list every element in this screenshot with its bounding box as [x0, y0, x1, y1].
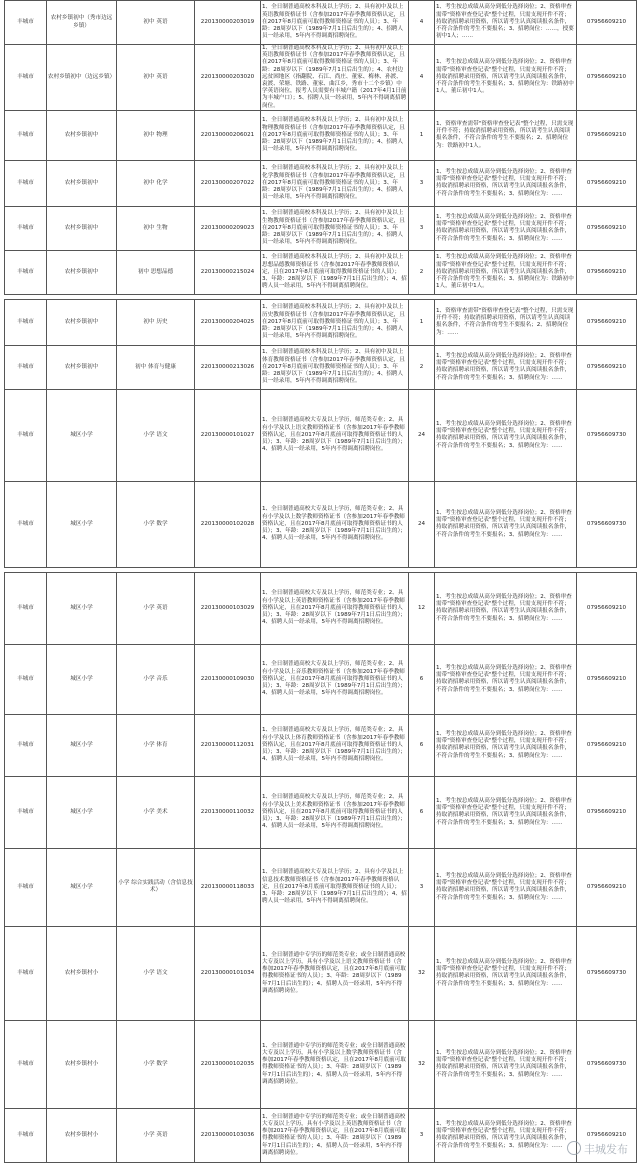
job-cell: 初中 英语 [117, 45, 195, 111]
job-code-cell: 220130000102035 [195, 1020, 261, 1108]
notes-cell: 1、考生按总成绩从高分到低分选择岗位；2、资格审查需带"资格审查登记表"整个过程，只需支现开件不符；持取消招聘录用资格，所以请考生认真阅读报名条件，不符合条件的考生不要报名；3、招聘岗位为：…… [435, 345, 577, 389]
notes-cell: 1、考生按总成绩从高分到低分选择岗位；2、资格审查需带"资格审查登记表"整个过程，只需支现开件不符；持取消招聘录用资格，所以请考生认真阅读报名条件，不符合条件的考生不要报名；3、招聘岗位为：…… [435, 481, 577, 567]
unit-cell: 农村乡镇初中 [47, 110, 117, 160]
requirements-cell: 1、全日制普通中专学历的师范类专业；或全日制普通高校大专及以上学历，具有小学及以上语文教师资格证书（含参加2017年春季教师资格认定，且在2017年8月底前可取得教师资格证书的人员）；3、年龄：28周岁以下（1989年7月1日后出生的）；4、招聘人员一经录用，5年内不得调离招聘岗位。 [261, 926, 409, 1020]
table-row [5, 714, 637, 776]
headcount-cell: 2 [409, 345, 435, 389]
requirements-cell: 1、全日制普通高校大专及以上学历，师范类专业；2、具有小学及以上英语教师资格证书（含参加2017年春季教师资格认定，且在2017年8月底前可取得教师资格证书的人员）；3、年龄：28周岁以下（1989年7月1日后出生的）；4、招聘人员一经录用，5年内不得调离招聘岗位。 [261, 572, 409, 644]
unit-cell: 城区小学 [47, 848, 117, 926]
job-code-cell: 220130000110032 [195, 776, 261, 848]
headcount-cell: 1 [409, 110, 435, 160]
unit-cell: 农村乡镇初中 [47, 206, 117, 250]
job-cell: 初中 物理 [117, 110, 195, 160]
table-row [5, 160, 637, 206]
table-row [5, 481, 637, 567]
headcount-cell: 32 [409, 926, 435, 1020]
phone-cell: 07956609210 [577, 1, 637, 45]
job-cell: 小学 数学 [117, 1020, 195, 1108]
notes-cell: 1、考生按总成绩从高分到低分选择岗位；2、资格审查需带"资格审查登记表"整个过程，只需支现开件不符；持取消招聘录用资格，所以请考生认真阅读报名条件，不符合条件的考生不要报名；3、招聘岗位为：铁路初中1人，董丘初中1人。 [435, 45, 577, 111]
requirements-cell: 1、全日制普通高校大专及以上学历，师范类专业；2、具有小学及以上语文教师资格证书（含参加2017年春季教师资格认定，且在2017年8月底前可取得教师资格证书的人员）；3、年龄：28周岁以下（1989年7月1日后出生的）；4、招聘人员一经录用，5年内不得调离招聘岗位。 [261, 389, 409, 481]
job-code-cell: 220130000101027 [195, 389, 261, 481]
table-row [5, 1108, 637, 1162]
table-row [5, 926, 637, 1020]
requirements-cell: 1、全日制普通高校本科及以上学历；2、具有初中及以上历史教师资格证书（含参加2017年春季教师资格认定，且在2017年8月底前可取得教师资格证书的人员）；3、年龄：28周岁以下（1989年7月1日后出生的）；4、招聘人员一经录用，5年内不得调离招聘岗位。 [261, 299, 409, 345]
headcount-cell: 24 [409, 389, 435, 481]
job-code-cell: 220130000206021 [195, 110, 261, 160]
city-cell: 丰城市 [5, 345, 47, 389]
notes-cell: 1、考生按总成绩从高分到低分选择岗位；2、资格审查需带"资格审查登记表"整个过程，只需支现开件不符；持取消招聘录用资格，所以请考生认真阅读报名条件，不符合条件的考生不要报名；3、招聘岗位为：…… [435, 160, 577, 206]
table-row [5, 206, 637, 250]
job-code-cell: 220130000209023 [195, 206, 261, 250]
headcount-cell: 3 [409, 1108, 435, 1162]
phone-cell: 07956609730 [577, 926, 637, 1020]
watermark [567, 1141, 628, 1157]
phone-cell: 07956609210 [577, 572, 637, 644]
phone-cell: 07956609210 [577, 45, 637, 111]
table-row [5, 644, 637, 714]
city-cell: 丰城市 [5, 160, 47, 206]
city-cell: 丰城市 [5, 848, 47, 926]
unit-cell: 城区小学 [47, 714, 117, 776]
phone-cell: 07956609730 [577, 1020, 637, 1108]
city-cell: 丰城市 [5, 776, 47, 848]
headcount-cell: 32 [409, 1020, 435, 1108]
job-code-cell: 220130000103029 [195, 572, 261, 644]
table-row [5, 776, 637, 848]
unit-cell: 农村乡镇村小 [47, 1108, 117, 1162]
job-cell: 小学 美术 [117, 776, 195, 848]
table-row [5, 1, 637, 45]
requirements-cell: 1、全日制普通高校大专及以上学历；2、具有小学及以上信息技术教师资格证书（含参加2017年春季教师资格认定，且在2017年8月底前可取得教师资格证书的人员）；3、年龄：28周岁以下（1989年7月1日后出生的）；4、招聘人员一经录用，5年内不得调离招聘岗位。 [261, 848, 409, 926]
phone-cell: 07956609210 [577, 206, 637, 250]
phone-cell: 07956609730 [577, 481, 637, 567]
phone-cell: 07956609210 [577, 250, 637, 294]
job-code-cell: 220130000101034 [195, 926, 261, 1020]
job-cell: 小学 英语 [117, 572, 195, 644]
job-code-cell: 220130000103036 [195, 1108, 261, 1162]
headcount-cell: 4 [409, 45, 435, 111]
city-cell: 丰城市 [5, 644, 47, 714]
job-code-cell: 220130000204025 [195, 299, 261, 345]
phone-cell: 07956609210 [577, 644, 637, 714]
notes-cell: 1、考生按总成绩从高分到低分选择岗位；2、资格审查需带"资格审查登记表"整个过程，只需支现开件不符；持取消招聘录用资格，所以请考生认真阅读报名条件，不符合条件的考生不要报名；3、招聘岗位为：…… [435, 1020, 577, 1108]
phone-cell: 07956609730 [577, 389, 637, 481]
headcount-cell: 12 [409, 572, 435, 644]
job-cell: 初中 体育与健康 [117, 345, 195, 389]
job-cell: 小学 语文 [117, 389, 195, 481]
notes-cell: 1、考生按总成绩从高分到低分选择岗位；2、资格审查需带"资格审查登记表"整个过程，只需支现开件不符；持取消招聘录用资格，所以请考生认真阅读报名条件，不符合条件的考生不要报名；3、招聘岗位为：…… [435, 206, 577, 250]
unit-cell: 农村乡镇初中 [47, 250, 117, 294]
job-cell: 初中 英语 [117, 1, 195, 45]
headcount-cell: 4 [409, 1, 435, 45]
table-row [5, 848, 637, 926]
unit-cell: 农村乡镇村小 [47, 926, 117, 1020]
notes-cell: 1、考生按总成绩从高分到低分选择岗位；2、资格审查需带"资格审查登记表"整个过程，只需支现开件不符；持取消招聘录用资格，所以请考生认真阅读报名条件，不符合条件的考生不要报名；3、招聘岗位：……，授要初中1人；…… [435, 1, 577, 45]
notes-cell: 1、考生按总成绩从高分到低分选择岗位；2、资格审查需带"资格审查登记表"整个过程，只需支现开件不符；持取消招聘录用资格，所以请考生认真阅读报名条件，不符合条件的考生不要报名；3、招聘岗位为：…… [435, 572, 577, 644]
requirements-cell: 1、全日制普通高校大专及以上学历，师范类专业；2、具有小学及以上美术教师资格证书（含参加2017年春季教师资格认定，且在2017年8月底前可取得教师资格证书的人员）；3、年龄：28周岁以下（1989年7月1日后出生的）；4、招聘人员一经录用，5年内不得调离招聘岗位。 [261, 776, 409, 848]
headcount-cell: 6 [409, 776, 435, 848]
notes-cell: 1、资格审查需带"资格审查登记表"整个过程，只需支现开件不符；持取消招聘录用资格，所以请考生认真阅读报名条件，不符合条件的考生不要报名；2、招聘岗位为：铁路初中1人。 [435, 110, 577, 160]
job-cell: 小学 音乐 [117, 644, 195, 714]
job-code-cell: 220130000109030 [195, 644, 261, 714]
table-row [5, 389, 637, 481]
notes-cell: 1、考生按总成绩从高分到低分选择岗位；2、资格审查需带"资格审查登记表"整个过程，只需支现开件不符；持取消招聘录用资格，所以请考生认真阅读报名条件，不符合条件的考生不要报名；3、招聘岗位为：…… [435, 644, 577, 714]
job-code-cell: 220130000215024 [195, 250, 261, 294]
requirements-cell: 1、全日制普通高校本科及以上学历；2、具有初中及以上英语教师资格证书（含参加2017年春季教师资格认定，且在2017年8月底前可取得教师资格证书的人员）；3、年龄：28周岁以下（1989年7月1日后出生的）；4、农村边远贫困地区（指翻院、石江、尚庄、董家、梅林、孙渡、袁渡、荣塘、铁路、董家、曲江乡，秀市十二个乡镇）中学英语岗位，报考人员需要有丰城户籍（2017年4月1日前为丰城户口）；5、招聘人员一经录用，5年内不得调离招聘岗位。 [261, 45, 409, 111]
city-cell: 丰城市 [5, 572, 47, 644]
job-code-cell: 220130000213026 [195, 345, 261, 389]
requirements-cell: 1、全日制普通高校大专及以上学历，师范类专业；2、具有小学及以上体育教师资格证书（含参加2017年春季教师资格认定，且在2017年8月底前可取得教师资格证书的人员）；3、年龄：28周岁以下（1989年7月1日后出生的）；4、招聘人员一经录用，5年内不得调离招聘岗位。 [261, 714, 409, 776]
notes-cell: 1、考生按总成绩从高分到低分选择岗位；2、资格审查需带"资格审查登记表"整个过程，只需支现开件不符；持取消招聘录用资格，所以请考生认真阅读报名条件，不符合条件的考生不要报名；3、招聘岗位为：…… [435, 926, 577, 1020]
job-code-cell: 220130000203019 [195, 1, 261, 45]
phone-cell: 07956609210 [577, 776, 637, 848]
job-cell: 初中 化学 [117, 160, 195, 206]
headcount-cell: 24 [409, 481, 435, 567]
job-cell: 小学 语文 [117, 926, 195, 1020]
phone-cell: 07956609210 [577, 848, 637, 926]
phone-cell: 07956609210 [577, 714, 637, 776]
headcount-cell: 3 [409, 160, 435, 206]
phone-cell: 07956609210 [577, 110, 637, 160]
requirements-cell: 1、全日制普通高校本科及以上学历；2、具有初中及以上体育教师资格证书（含参加2017年春季教师资格认定，且在2017年8月底前可取得教师资格证书的人员）；3、年龄：28周岁以下（1989年7月1日后出生的）；4、招聘人员一经录用，5年内不得调离招聘岗位。 [261, 345, 409, 389]
job-code-cell: 220130000102028 [195, 481, 261, 567]
unit-cell: 城区小学 [47, 644, 117, 714]
unit-cell: 城区小学 [47, 389, 117, 481]
wechat-logo-icon [567, 1141, 581, 1155]
unit-cell: 农村乡镇村小 [47, 1020, 117, 1108]
requirements-cell: 1、全日制普通高校大专及以上学历，师范类专业；2、具有小学及以上音乐教师资格证书（含参加2017年春季教师资格认定，且在2017年8月底前可取得教师资格证书的人员）；3、年龄：28周岁以下（1989年7月1日后出生的）；4、招聘人员一经录用，5年内不得调离招聘岗位。 [261, 644, 409, 714]
headcount-cell: 3 [409, 848, 435, 926]
city-cell: 丰城市 [5, 250, 47, 294]
requirements-cell: 1、全日制普通高校本科及以上学历；2、具有初中及以上生物教师资格证书（含参加2017年春季教师资格认定，且在2017年8月底前可取得教师资格证书的人员）；3、年龄：28周岁以下（1989年7月1日后出生的）；4、招聘人员一经录用，5年内不得调离招聘岗位。 [261, 206, 409, 250]
unit-cell: 城区小学 [47, 572, 117, 644]
table-row [5, 345, 637, 389]
job-code-cell: 220130000112031 [195, 714, 261, 776]
city-cell: 丰城市 [5, 45, 47, 111]
job-cell: 小学 体育 [117, 714, 195, 776]
city-cell: 丰城市 [5, 1020, 47, 1108]
notes-cell: 1、考生按总成绩从高分到低分选择岗位；2、资格审查需带"资格审查登记表"整个过程，只需支现开件不符；持取消招聘录用资格，所以请考生认真阅读报名条件，不符合条件的考生不要报名；3、招聘岗位为：…… [435, 714, 577, 776]
notes-cell: 1、考生按总成绩从高分到低分选择岗位；2、资格审查需带"资格审查登记表"整个过程，只需支现开件不符；持取消招聘录用资格，所以请考生认真阅读报名条件，不符合条件的考生不要报名；3、招聘岗位为：…… [435, 848, 577, 926]
notes-cell: 1、考生按总成绩从高分到低分选择岗位；2、资格审查需带"资格审查登记表"整个过程，只需支现开件不符；持取消招聘录用资格，所以请考生认真阅读报名条件，不符合条件的考生不要报名；3、招聘岗位为：…… [435, 389, 577, 481]
city-cell: 丰城市 [5, 206, 47, 250]
headcount-cell: 3 [409, 206, 435, 250]
requirements-cell: 1、全日制普通高校本科及以上学历；2、具有初中及以上化学教师资格证书（含参加2017年春季教师资格认定，且在2017年8月底前可取得教师资格证书的人员）；3、年龄：28周岁以下（1989年7月1日后出生的）；4、招聘人员一经录用，5年内不得调离招聘岗位。 [261, 160, 409, 206]
notes-cell: 1、考生按总成绩从高分到低分选择岗位；2、资格审查需带"资格审查登记表"整个过程，只需支现开件不符；持取消招聘录用资格，所以请考生认真阅读报名条件，不符合条件的考生不要报名；3、招聘岗位为：…… [435, 1108, 577, 1162]
job-cell: 小学 英语 [117, 1108, 195, 1162]
table-row [5, 250, 637, 294]
unit-cell: 农村乡镇初中 [47, 299, 117, 345]
recruitment-table [4, 0, 637, 1163]
city-cell: 丰城市 [5, 481, 47, 567]
requirements-cell: 1、全日制普通中专学历的师范类专业；或全日制普通高校大专及以上学历，具有小学及以上数学教师资格证书（含参加2017年春季教师资格认定，且在2017年8月底前可取得教师资格证书的人员）；3、年龄：28周岁以下（1989年7月1日后出生的）；4、招聘人员一经录用，5年内不得调离招聘岗位。 [261, 1020, 409, 1108]
unit-cell: 城区小学 [47, 776, 117, 848]
requirements-cell: 1、全日制普通高校大专及以上学历，师范类专业；2、具有小学及以上数学教师资格证书（含参加2017年春季教师资格认定，且在2017年8月底前可取得教师资格证书的人员）；3、年龄：28周岁以下（1989年7月1日后出生的）；4、招聘人员一经录用，5年内不得调离招聘岗位。 [261, 481, 409, 567]
job-cell: 小学 数学 [117, 481, 195, 567]
city-cell: 丰城市 [5, 714, 47, 776]
unit-cell: 农村乡镇初中（边远乡镇） [47, 45, 117, 111]
table-row [5, 110, 637, 160]
job-code-cell: 220130000207022 [195, 160, 261, 206]
phone-cell: 07956609210 [577, 299, 637, 345]
city-cell: 丰城市 [5, 389, 47, 481]
table-row [5, 1020, 637, 1108]
requirements-cell: 1、全日制普通高校本科及以上学历；2、具有初中及以上英语教师资格证书（含参加2017年春季教师资格认定，且在2017年8月底前可取得教师资格证书的人员）；3、年龄：28周岁以下（1989年7月1日后出生的）；4、招聘人员一经录用，5年内不得调离招聘岗位。 [261, 1, 409, 45]
table-row [5, 572, 637, 644]
table-body [5, 1, 637, 1163]
requirements-cell: 1、全日制普通中专学历的师范类专业；或全日制普通高校大专及以上学历，具有小学及以上英语教师资格证书（含参加2017年春季教师资格认定，且在2017年8月底前可取得教师资格证书的人员）；3、年龄：28周岁以下（1989年7月1日后出生的）；4、招聘人员一经录用，5年内不得调离招聘岗位。 [261, 1108, 409, 1162]
unit-cell: 农村乡镇初中（秀市边远乡镇） [47, 1, 117, 45]
job-cell: 初中 生物 [117, 206, 195, 250]
phone-cell: 07956609210 [577, 345, 637, 389]
job-cell: 初中 历史 [117, 299, 195, 345]
unit-cell: 农村乡镇初中 [47, 160, 117, 206]
job-code-cell: 220130000118033 [195, 848, 261, 926]
headcount-cell: 1 [409, 299, 435, 345]
city-cell: 丰城市 [5, 926, 47, 1020]
unit-cell: 城区小学 [47, 481, 117, 567]
headcount-cell: 6 [409, 644, 435, 714]
job-cell: 初中 思想品德 [117, 250, 195, 294]
unit-cell: 农村乡镇初中 [47, 345, 117, 389]
notes-cell: 1、资格审查需带"资格审查登记表"整个过程，只需支现开件不符；持取消招聘录用资格，所以请考生认真阅读报名条件，不符合条件的考生不要报名；2、招聘岗位为：…… [435, 299, 577, 345]
requirements-cell: 1、全日制普通高校本科及以上学历；2、具有初中及以上物理教师资格证书（含参加2017年春季教师资格认定，且在2017年8月底前可取得教师资格证书的人员）；3、年龄：28周岁以下（1989年7月1日后出生的）；4、招聘人员一经录用，5年内不得调离招聘岗位。 [261, 110, 409, 160]
headcount-cell: 2 [409, 250, 435, 294]
job-cell: 小学 综合实践活动（含信息技术） [117, 848, 195, 926]
phone-cell: 07956609210 [577, 1108, 637, 1162]
headcount-cell: 6 [409, 714, 435, 776]
city-cell: 丰城市 [5, 1, 47, 45]
document-page [4, 0, 636, 1163]
table-row [5, 45, 637, 111]
table-row [5, 299, 637, 345]
job-code-cell: 220130000203020 [195, 45, 261, 111]
city-cell: 丰城市 [5, 1108, 47, 1162]
city-cell: 丰城市 [5, 299, 47, 345]
watermark-text: 丰城发布 [584, 1142, 628, 1156]
notes-cell: 1、考生按总成绩从高分到低分选择岗位；2、资格审查需带"资格审查登记表"整个过程，只需支现开件不符；持取消招聘录用资格，所以请考生认真阅读报名条件，不符合条件的考生不要报名；3、招聘岗位为：…… [435, 776, 577, 848]
notes-cell: 1、考生按总成绩从高分到低分选择岗位；2、资格审查需带"资格审查登记表"整个过程，只需支现开件不符；持取消招聘录用资格，所以请考生认真阅读报名条件，不符合条件的考生不要报名；3、招聘岗位为：铁路初中1人，董丘初中1人。 [435, 250, 577, 294]
city-cell: 丰城市 [5, 110, 47, 160]
phone-cell: 07956609210 [577, 160, 637, 206]
requirements-cell: 1、全日制普通高校本科及以上学历；2、具有初中及以上思想品德教师资格证书（含参加2017年春季教师资格认定，且在2017年8月底前可取得教师资格证书的人员）；3、年龄：28周岁以下（1989年7月1日后出生的）；4、招聘人员一经录用，5年内不得调离招聘岗位。 [261, 250, 409, 294]
